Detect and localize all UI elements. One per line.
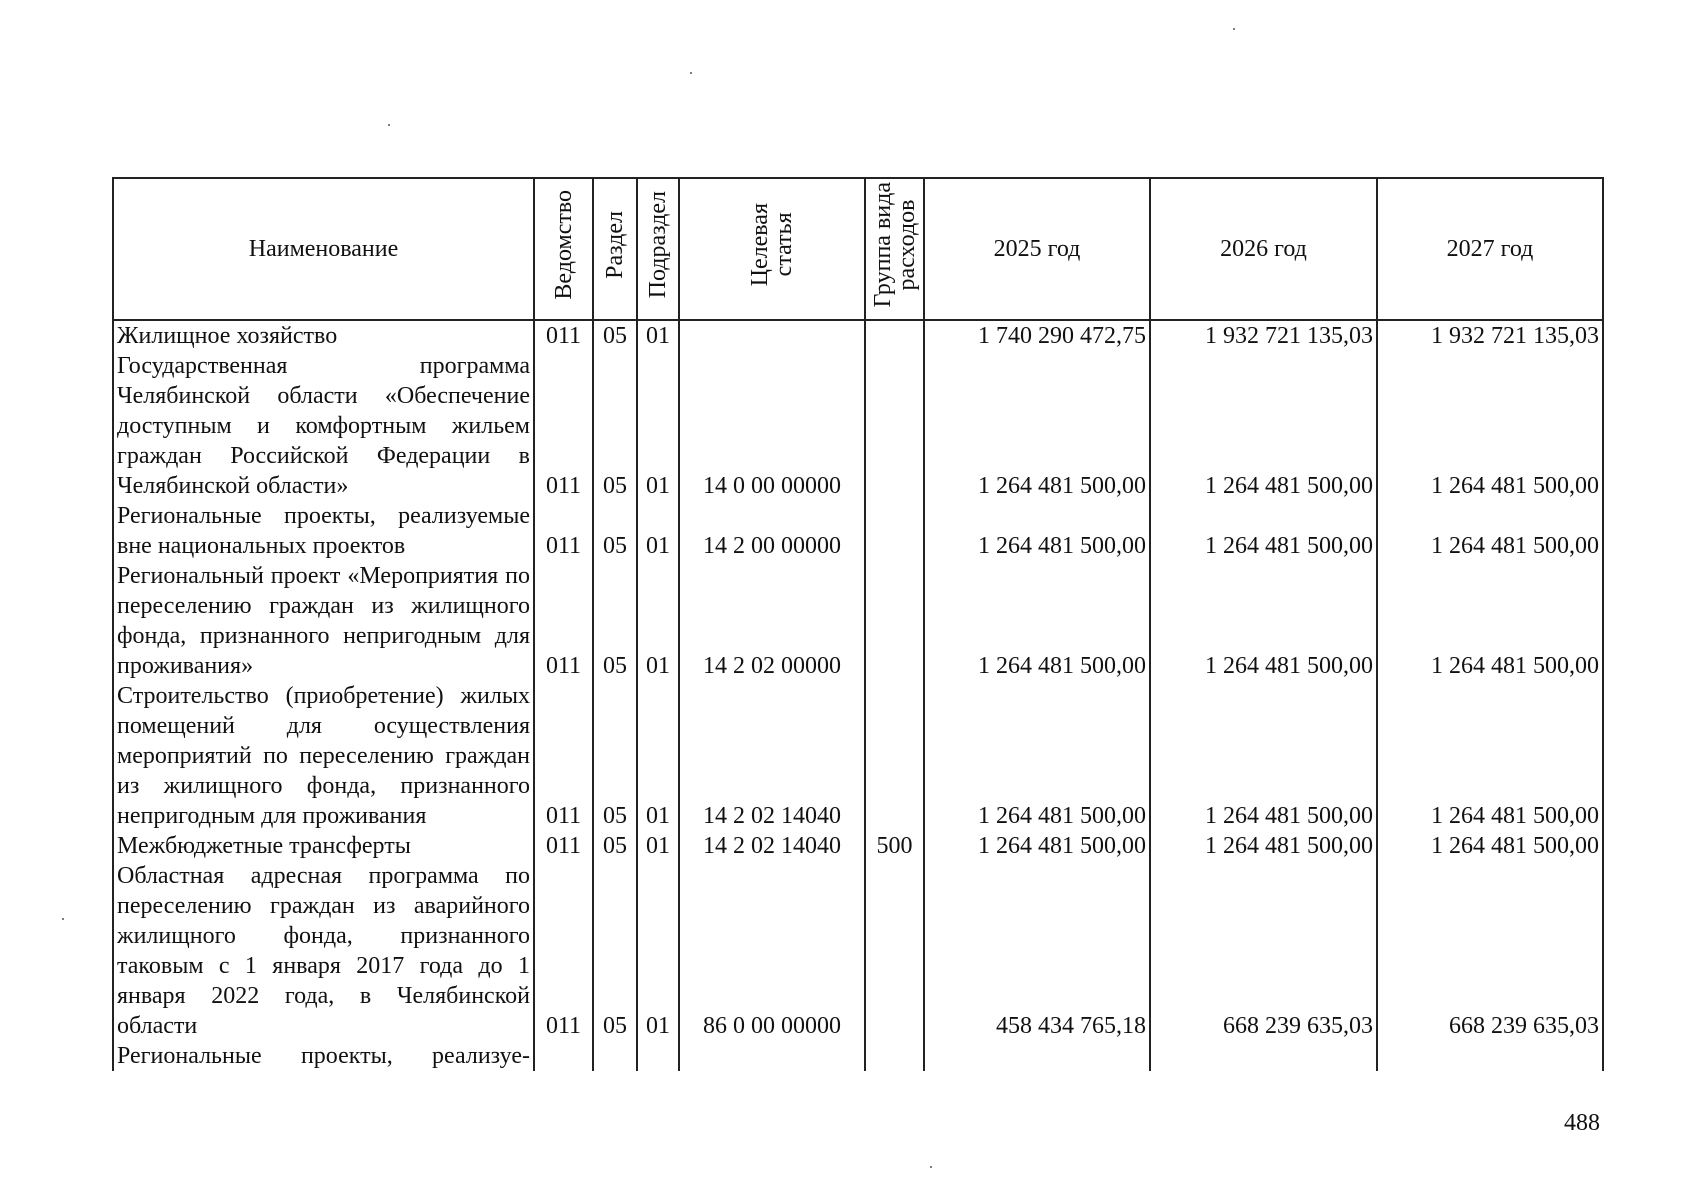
- row-2025: 1 264 481 500,00: [924, 351, 1150, 501]
- row-subsection: 01: [637, 831, 679, 861]
- row-subsection: 01: [637, 501, 679, 561]
- row-name: Региональный проект «Мероприятия по переселению граждан из жилищного фонда, признанного непригодным для проживания»: [113, 561, 534, 681]
- header-2025: 2025 год: [924, 178, 1150, 320]
- row-name: Межбюджетные трансферты: [113, 831, 534, 861]
- scan-speck: [388, 124, 390, 126]
- table-row: [113, 561, 1603, 681]
- row-2026: 1 264 481 500,00: [1150, 831, 1377, 861]
- row-subsection: 01: [637, 351, 679, 501]
- table-row: [113, 501, 1603, 561]
- table-row: [113, 681, 1603, 831]
- table-row: [113, 861, 1603, 1041]
- row-group: [865, 351, 924, 501]
- row-target: 14 2 02 14040: [679, 831, 865, 861]
- header-2027: 2027 год: [1377, 178, 1603, 320]
- row-2027: 1 264 481 500,00: [1377, 501, 1603, 561]
- row-name: Государственная программа Челябинской области «Обеспечение доступным и комфортным жильем граждан Российской Федерации в Челябинской области»: [113, 351, 534, 501]
- row-2027: 1 264 481 500,00: [1377, 681, 1603, 831]
- row-dept: 011: [534, 320, 593, 351]
- row-2025: [924, 1041, 1150, 1071]
- header-subsection: Подраздел: [637, 178, 679, 320]
- scan-speck: [930, 1166, 932, 1168]
- header-name: Наименование: [113, 178, 534, 320]
- row-2025: 1 740 290 472,75: [924, 320, 1150, 351]
- row-2026: 668 239 635,03: [1150, 861, 1377, 1041]
- row-2026: 1 264 481 500,00: [1150, 501, 1377, 561]
- row-subsection: 01: [637, 320, 679, 351]
- row-target: 86 0 00 00000: [679, 861, 865, 1041]
- row-2027: 1 264 481 500,00: [1377, 561, 1603, 681]
- row-dept: 011: [534, 561, 593, 681]
- row-2025: 1 264 481 500,00: [924, 831, 1150, 861]
- row-target: 14 0 00 00000: [679, 351, 865, 501]
- row-2025: 1 264 481 500,00: [924, 501, 1150, 561]
- scan-speck: [690, 72, 692, 74]
- table-row: [113, 320, 1603, 351]
- row-section: 05: [593, 861, 637, 1041]
- row-2026: 1 932 721 135,03: [1150, 320, 1377, 351]
- row-dept: 011: [534, 681, 593, 831]
- row-name: Региональные проекты, реализуе-: [113, 1041, 534, 1071]
- row-subsection: 01: [637, 561, 679, 681]
- row-group: [865, 501, 924, 561]
- row-2025: 1 264 481 500,00: [924, 681, 1150, 831]
- row-2027: 1 264 481 500,00: [1377, 831, 1603, 861]
- table-row: [113, 1041, 1603, 1071]
- scan-speck: [1233, 28, 1235, 30]
- row-name: Областная адресная программа по переселению граждан из аварийного жилищного фонда, признанного таковым с 1 января 2017 года до 1 января 2022 года, в Челябинской области: [113, 861, 534, 1041]
- row-target: 14 2 00 00000: [679, 501, 865, 561]
- row-section: 05: [593, 351, 637, 501]
- row-2027: 668 239 635,03: [1377, 861, 1603, 1041]
- row-2026: 1 264 481 500,00: [1150, 351, 1377, 501]
- row-section: 05: [593, 831, 637, 861]
- header-dept: Ведомство: [534, 178, 593, 320]
- row-2026: [1150, 1041, 1377, 1071]
- header-group: Группа вида расходов: [865, 178, 924, 320]
- row-group: [865, 320, 924, 351]
- row-group: [865, 1041, 924, 1071]
- row-2027: [1377, 1041, 1603, 1071]
- row-section: [593, 1041, 637, 1071]
- header-row: [113, 178, 1603, 320]
- row-2027: 1 932 721 135,03: [1377, 320, 1603, 351]
- row-target: [679, 1041, 865, 1071]
- row-dept: [534, 1041, 593, 1071]
- row-name: Региональные проекты, реализуемые вне национальных проектов: [113, 501, 534, 561]
- table-row: [113, 831, 1603, 861]
- row-group: [865, 861, 924, 1041]
- row-name: Строительство (приобретение) жилых помещений для осуществления мероприятий по переселению граждан из жилищного фонда, признанного непригодным для проживания: [113, 681, 534, 831]
- scan-speck: [62, 918, 64, 920]
- row-target: 14 2 02 00000: [679, 561, 865, 681]
- header-section: Раздел: [593, 178, 637, 320]
- row-group: [865, 681, 924, 831]
- row-name: Жилищное хозяйство: [113, 320, 534, 351]
- budget-table: [112, 177, 1604, 1071]
- row-section: 05: [593, 501, 637, 561]
- header-target: Целевая статья: [679, 178, 865, 320]
- row-target: 14 2 02 14040: [679, 681, 865, 831]
- table-row: [113, 351, 1603, 501]
- row-dept: 011: [534, 831, 593, 861]
- row-2027: 1 264 481 500,00: [1377, 351, 1603, 501]
- row-2025: 458 434 765,18: [924, 861, 1150, 1041]
- row-dept: 011: [534, 351, 593, 501]
- row-subsection: 01: [637, 861, 679, 1041]
- row-dept: 011: [534, 861, 593, 1041]
- row-section: 05: [593, 320, 637, 351]
- row-group: 500: [865, 831, 924, 861]
- header-2026: 2026 год: [1150, 178, 1377, 320]
- row-subsection: [637, 1041, 679, 1071]
- row-2026: 1 264 481 500,00: [1150, 561, 1377, 681]
- row-subsection: 01: [637, 681, 679, 831]
- row-2025: 1 264 481 500,00: [924, 561, 1150, 681]
- row-target: [679, 320, 865, 351]
- row-dept: 011: [534, 501, 593, 561]
- row-group: [865, 561, 924, 681]
- row-section: 05: [593, 681, 637, 831]
- row-section: 05: [593, 561, 637, 681]
- page-number: 488: [1564, 1110, 1600, 1136]
- row-2026: 1 264 481 500,00: [1150, 681, 1377, 831]
